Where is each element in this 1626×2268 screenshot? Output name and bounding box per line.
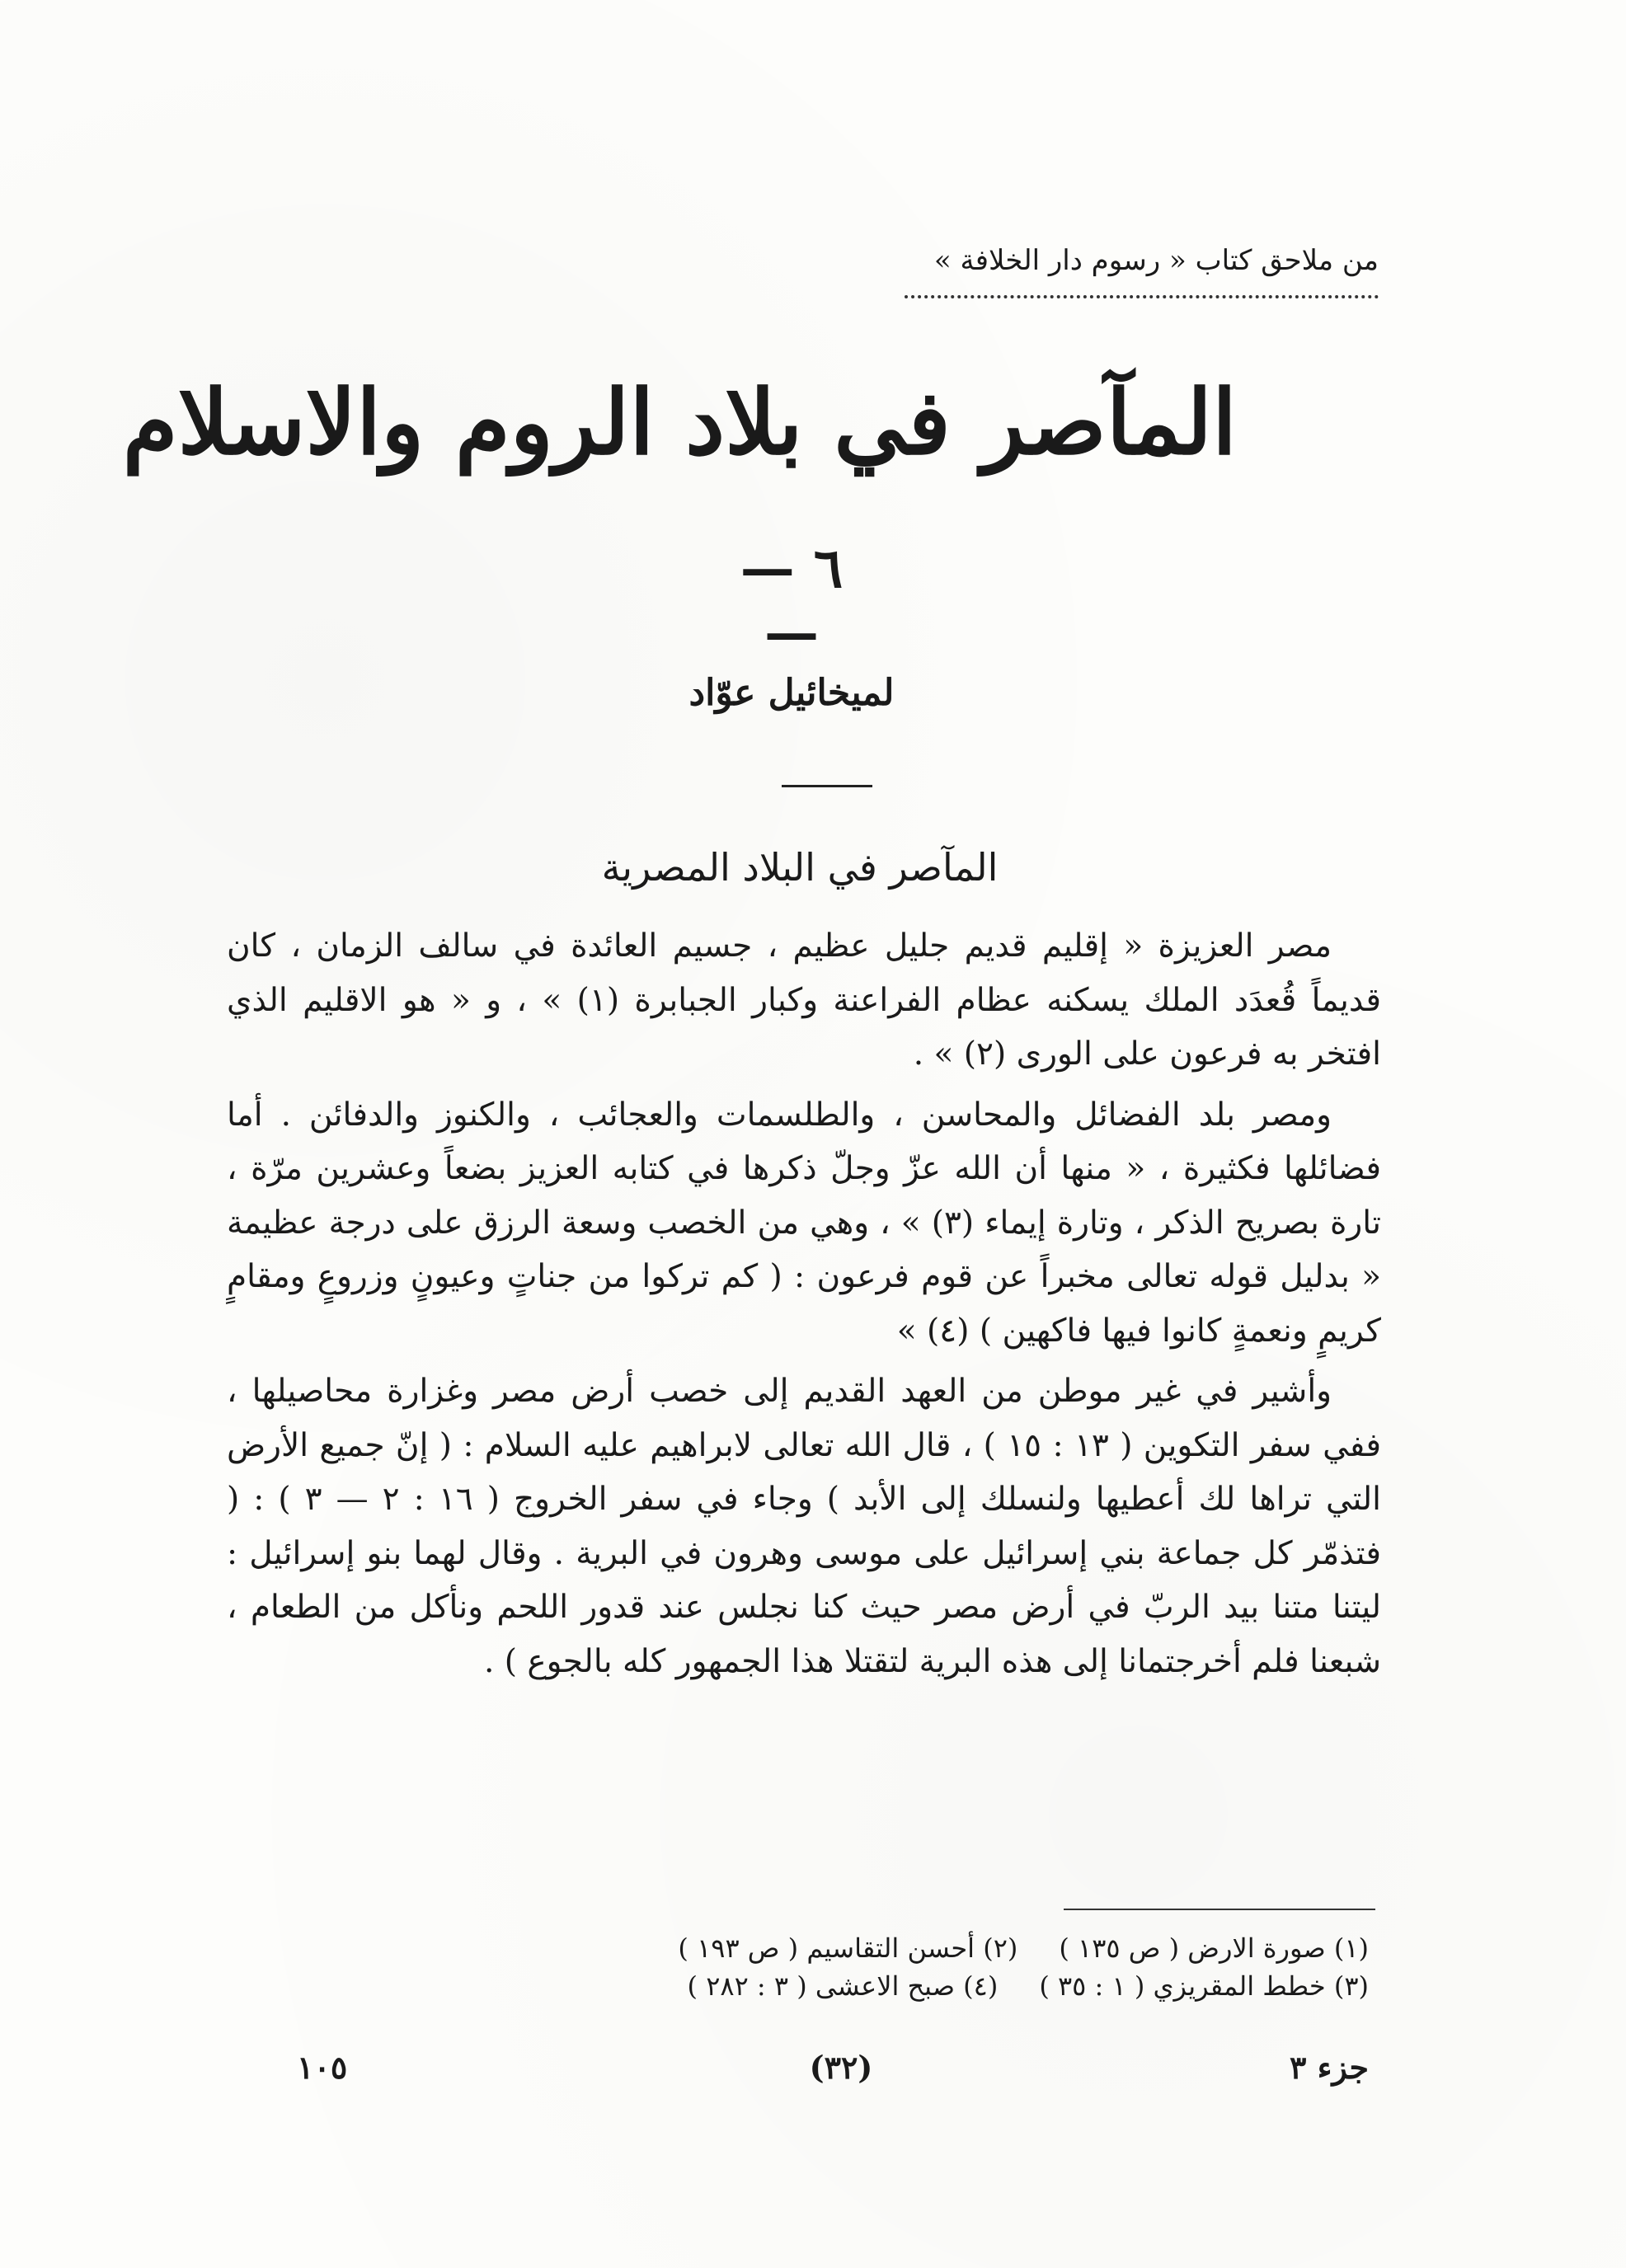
footnote-2: (٢) أحسن التقاسيم ( ص ١٩٣ ) <box>678 1932 1018 1964</box>
section-title: المآصر في البلاد المصرية <box>601 845 999 890</box>
part-label: جزء ٣ <box>1290 2049 1369 2086</box>
footnote-3: (٣) خطط المقريزي ( ١ : ٣٥ ) <box>1039 1970 1369 2002</box>
series-number: — ٦ — <box>740 536 844 664</box>
paragraph-2: ومصر بلد الفضائل والمحاسن ، والطلسمات والعجائب ، والكنوز والدفائن . أما فضائلها فكثيرة ، « منها أن الله عزّ وجلّ ذكرها في كتابه العزيز بضعاً وعشرين مرّة ، تارة بصريح الذكر ، وتارة إيماء (٣) » ، وهي من الخصب وسعة الرزق على درجة عظيمة « بدليل قوله تعالى مخبراً عن قوم فرعون : ( كم تركوا من جناتٍ وعيونٍ وزروعٍ ومقامٍ كريمٍ ونعمةٍ كانوا فيها فاكهين ) (٤) » <box>227 1096 1382 1350</box>
footnotes-row-1 <box>462 1929 1369 1967</box>
page-number: ١٠٥ <box>297 2049 348 2086</box>
header-dotted-rule <box>905 295 1379 298</box>
author-name: لميخائيل عوّاد <box>688 672 895 714</box>
paragraph-1: مصر العزيزة « إقليم قديم جليل عظيم ، جسيم العائدة في سالف الزمان ، كان قديماً قُعدَد الملك يسكنه عظام الفراعنة وكبار الجبابرة (١) » ، و « هو الاقليم الذي افتخر به فرعون على الورى (٢) » . <box>227 927 1381 1073</box>
paragraph-3: وأشير في غير موطن من العهد القديم إلى خصب أرض مصر وغزارة محاصيلها ، ففي سفر التكوين ( ١٣ : ١٥ ) ، قال الله تعالى لابراهيم عليه السلام : ( إنّ جميع الأرض التي تراها لك أعطيها ولنسلك إلى الأبد ) وجاء في سفر الخروج ( ١٦ : ٢ — ٣ ) : ( فتذمّر كل جماعة بني إسرائيل على موسى وهرون في البرية . وقال لهما بنو إسرائيل : ليتنا متنا بيد الربّ في أرض مصر حيث كنا نجلس عند قدور اللحم ونأكل من الطعام ، شبعنا فلم أخرجتمانا إلى هذه البرية لتقتلا هذا الجمهور كله بالجوع ) . <box>227 1373 1382 1680</box>
footnote-4: (٤) صبح الاعشى ( ٣ : ٢٨٢ ) <box>687 1970 999 2002</box>
issue-number: (٣٢) <box>809 2049 873 2086</box>
footnotes-rule <box>1064 1909 1375 1910</box>
article-body <box>227 919 1381 1695</box>
title-divider <box>782 785 872 787</box>
article-title: المآصر في بلاد الروم والاسلام <box>122 371 1237 475</box>
footnotes-row-2 <box>462 1967 1369 2005</box>
page-footer <box>297 2049 1369 2090</box>
footnotes <box>462 1929 1369 2005</box>
footnote-1: (١) صورة الارض ( ص ١٣٥ ) <box>1059 1932 1369 1964</box>
running-header: من ملاحق كتاب « رسوم دار الخلافة » <box>933 244 1379 277</box>
